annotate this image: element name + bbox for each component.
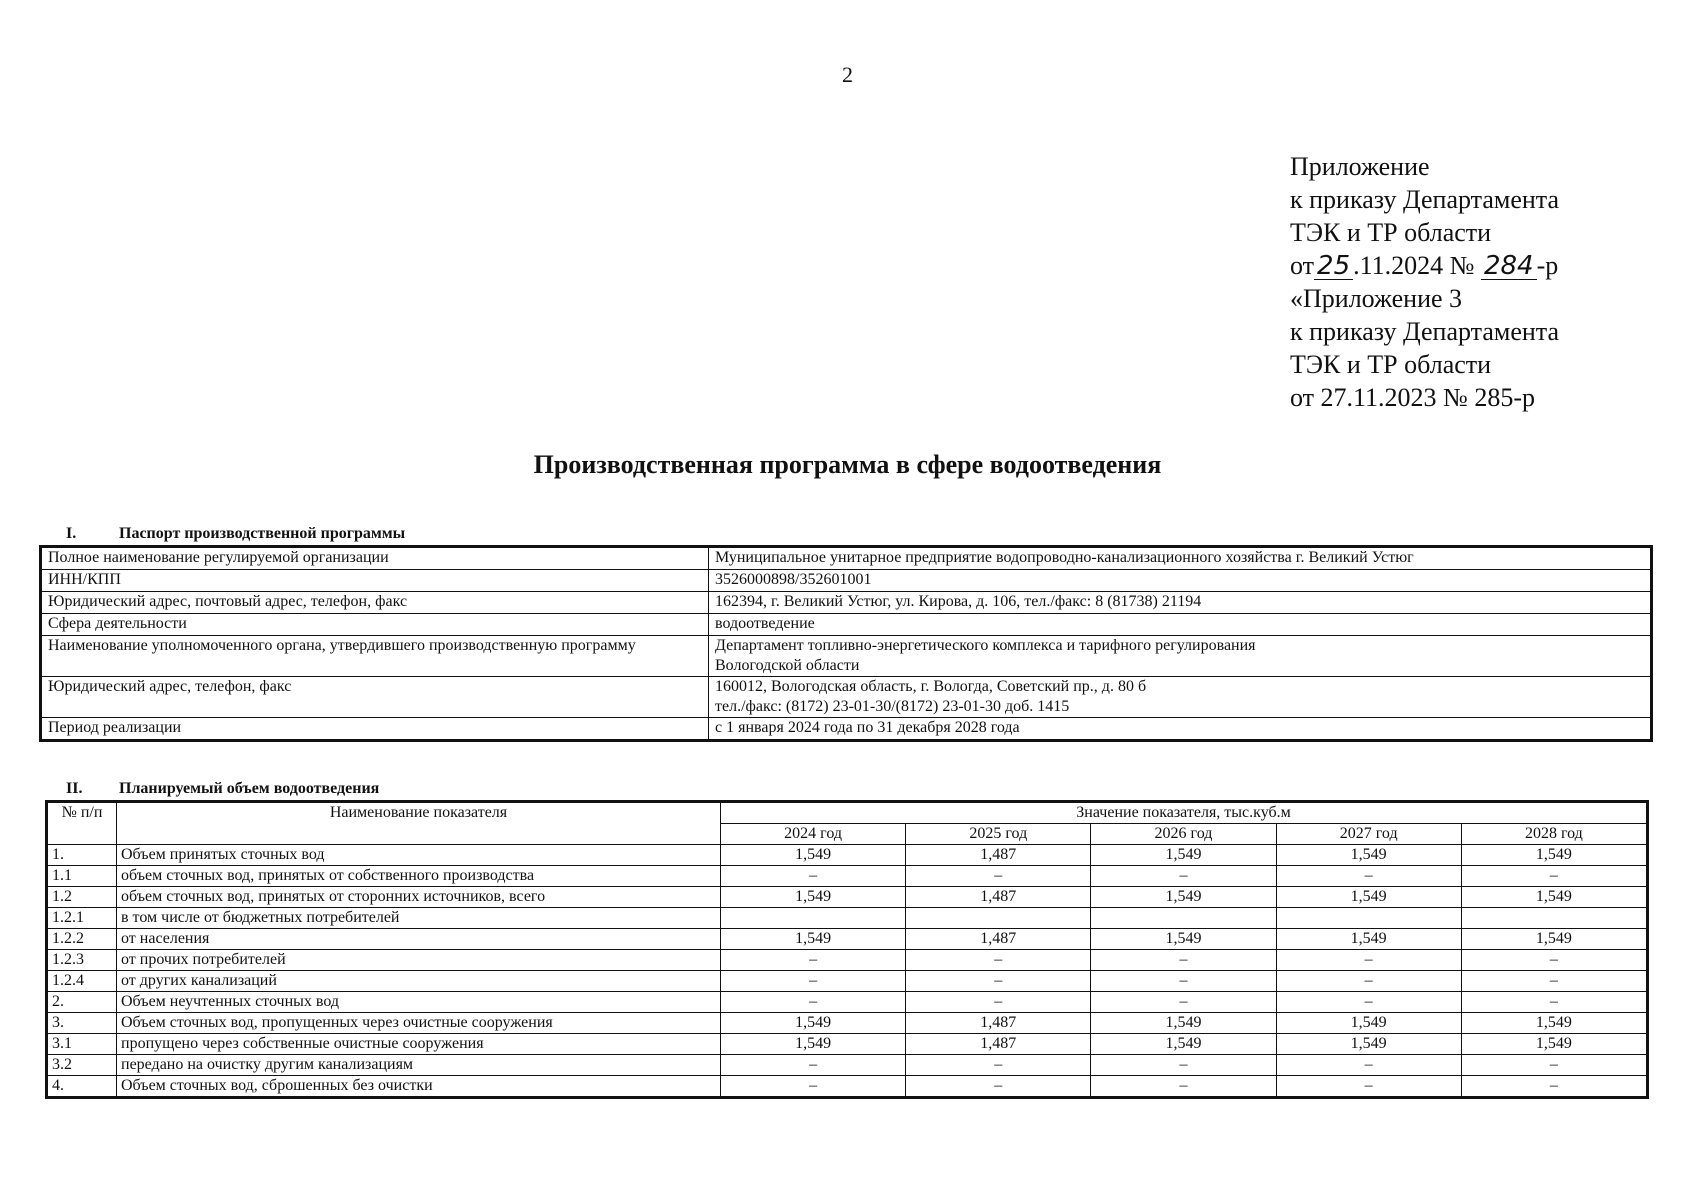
row-number: 3. (48, 1013, 117, 1034)
appendix-line: к приказу Департамента (1290, 317, 1560, 346)
row-value: – (906, 866, 1091, 887)
row-value: 1,549 (1091, 1034, 1276, 1055)
passport-table (41, 547, 1651, 740)
table-row (48, 929, 1647, 950)
passport-row (42, 548, 1651, 570)
row-value: 1,487 (906, 845, 1091, 866)
passport-value (709, 548, 1651, 570)
row-value: – (1091, 866, 1276, 887)
passport-value-line: водоотведение (715, 615, 815, 632)
row-value: – (1276, 866, 1461, 887)
appendix-line: к приказу Департамента (1290, 185, 1560, 214)
passport-key: ИНН/КПП (42, 570, 709, 592)
row-value: 1,549 (1461, 887, 1646, 908)
section-number: I. (66, 525, 77, 542)
row-value: – (721, 866, 906, 887)
row-value (906, 908, 1091, 929)
passport-key: Сфера деятельности (42, 614, 709, 636)
row-name: Объем принятых сточных вод (117, 845, 721, 866)
handwritten-number: 284 (1481, 253, 1537, 280)
row-value: 1,549 (721, 929, 906, 950)
row-value: 1,487 (906, 929, 1091, 950)
row-value: 1,549 (1091, 887, 1276, 908)
appendix-line: ТЭК и ТР области (1290, 350, 1492, 379)
passport-value-line: Муниципальное унитарное предприятие водопроводно-канализационного хозяйства г. Великий Устюг (715, 549, 1414, 566)
table-row (48, 950, 1647, 971)
row-value: 1,549 (1276, 1013, 1461, 1034)
row-value: 1,549 (1276, 887, 1461, 908)
table-row (48, 1055, 1647, 1076)
passport-value-line: Вологодской области (715, 657, 860, 674)
row-value: 1,487 (906, 1013, 1091, 1034)
row-value: – (721, 971, 906, 992)
row-name: объем сточных вод, принятых от собственного производства (117, 866, 721, 887)
order-prefix: от (1290, 251, 1315, 280)
row-value: – (906, 950, 1091, 971)
row-number: 1. (48, 845, 117, 866)
row-name: объем сточных вод, принятых от сторонних источников, всего (117, 887, 721, 908)
passport-row (42, 592, 1651, 614)
row-value: – (721, 1055, 906, 1076)
row-number: 1.2 (48, 887, 117, 908)
row-value: 1,549 (721, 1034, 906, 1055)
passport-key: Наименование уполномоченного органа, утвердившего производственную программу (42, 636, 709, 677)
row-value: – (1276, 1055, 1461, 1076)
row-value: – (1276, 1076, 1461, 1097)
row-value: – (1461, 1055, 1646, 1076)
row-name: пропущено через собственные очистные сооружения (117, 1034, 721, 1055)
table-row (48, 992, 1647, 1013)
table-row (48, 887, 1647, 908)
passport-row (42, 570, 1651, 592)
passport-row (42, 614, 1651, 636)
row-value: – (1276, 992, 1461, 1013)
row-value: – (1091, 992, 1276, 1013)
appendix-line: Приложение (1290, 152, 1430, 181)
volumes-table (47, 802, 1647, 1097)
row-value: 1,549 (1276, 1034, 1461, 1055)
section-title: Планируемый объем водоотведения (119, 780, 380, 797)
passport-key: Юридический адрес, телефон, факс (42, 677, 709, 718)
row-value: – (1091, 1076, 1276, 1097)
passport-value (709, 570, 1651, 592)
row-name: Объем неучтенных сточных вод (117, 992, 721, 1013)
year-header: 2024 год (721, 824, 906, 845)
table-row (48, 908, 1647, 929)
row-value: – (1461, 950, 1646, 971)
row-number: 3.1 (48, 1034, 117, 1055)
column-header-name: Наименование показателя (117, 803, 721, 845)
row-value: 1,549 (1091, 1013, 1276, 1034)
section-number: II. (66, 780, 83, 797)
row-value (721, 908, 906, 929)
passport-value-line: с 1 января 2024 года по 31 декабря 2028 года (715, 719, 1020, 736)
handwritten-day: 25 (1314, 253, 1353, 280)
row-number: 3.2 (48, 1055, 117, 1076)
appendix-line: «Приложение 3 (1290, 284, 1463, 313)
column-header-number: № п/п (48, 803, 117, 845)
row-value: – (1091, 971, 1276, 992)
passport-key: Полное наименование регулируемой организации (42, 548, 709, 570)
row-number: 2. (48, 992, 117, 1013)
row-value: – (1461, 1076, 1646, 1097)
row-value: – (721, 992, 906, 1013)
row-value: 1,549 (1091, 845, 1276, 866)
row-value: – (1461, 866, 1646, 887)
row-value: 1,549 (1276, 929, 1461, 950)
row-value: 1,549 (721, 887, 906, 908)
passport-row (42, 677, 1651, 718)
row-value (1091, 908, 1276, 929)
row-value: 1,549 (1461, 845, 1646, 866)
passport-value-line: 3526000898/352601001 (715, 571, 872, 588)
order-date: .11.2024 № (1353, 251, 1475, 280)
table-row (48, 866, 1647, 887)
section-title: Паспорт производственной программы (119, 525, 406, 542)
row-value: 1,487 (906, 887, 1091, 908)
row-value: 1,549 (1461, 1013, 1646, 1034)
passport-value (709, 677, 1651, 718)
page-number: 2 (842, 62, 853, 87)
row-value: – (906, 992, 1091, 1013)
row-value: – (1091, 950, 1276, 971)
row-value: – (1461, 992, 1646, 1013)
appendix-order-line (1290, 249, 1559, 282)
passport-value (709, 614, 1651, 636)
row-value: – (906, 1076, 1091, 1097)
year-header: 2026 год (1091, 824, 1276, 845)
row-name: Объем сточных вод, пропущенных через очистные сооружения (117, 1013, 721, 1034)
row-value: – (721, 950, 906, 971)
section-2-heading (66, 780, 379, 798)
row-value: 1,549 (1091, 929, 1276, 950)
row-value: – (906, 971, 1091, 992)
row-name: от прочих потребителей (117, 950, 721, 971)
row-value: – (1091, 1055, 1276, 1076)
passport-key: Период реализации (42, 718, 709, 740)
row-name: Объем сточных вод, сброшенных без очистки (117, 1076, 721, 1097)
row-value: – (1276, 971, 1461, 992)
row-value: 1,549 (721, 845, 906, 866)
document-title: Производственная программа в сфере водоотведения (533, 450, 1162, 479)
row-name: в том числе от бюджетных потребителей (117, 908, 721, 929)
table-row (48, 1034, 1647, 1055)
row-value: 1,549 (1276, 845, 1461, 866)
row-value: – (906, 1055, 1091, 1076)
row-value (1276, 908, 1461, 929)
passport-value (709, 718, 1651, 740)
row-name: от других канализаций (117, 971, 721, 992)
order-suffix: -р (1536, 251, 1559, 280)
row-name: от населения (117, 929, 721, 950)
year-header: 2028 год (1461, 824, 1646, 845)
table-row (48, 1076, 1647, 1097)
row-value: 1,549 (1461, 1034, 1646, 1055)
passport-value-line: 160012, Вологодская область, г. Вологда, Советский пр., д. 80 б (715, 678, 1147, 695)
row-number: 1.2.2 (48, 929, 117, 950)
column-header-values: Значение показателя, тыс.куб.м (721, 803, 1647, 824)
passport-value-line: Департамент топливно-энергетического комплекса и тарифного регулирования (715, 637, 1256, 654)
row-number: 1.1 (48, 866, 117, 887)
passport-value-line: тел./факс: (8172) 23-01-30/(8172) 23-01-30 доб. 1415 (715, 698, 1070, 715)
table-row (48, 845, 1647, 866)
row-value (1461, 908, 1646, 929)
passport-key: Юридический адрес, почтовый адрес, телефон, факс (42, 592, 709, 614)
table-row (48, 971, 1647, 992)
appendix-line: ТЭК и ТР области (1290, 218, 1492, 247)
year-header: 2027 год (1276, 824, 1461, 845)
passport-row (42, 636, 1651, 677)
appendix-block (1290, 150, 1559, 414)
row-value: – (1276, 950, 1461, 971)
row-number: 4. (48, 1076, 117, 1097)
passport-value-line: 162394, г. Великий Устюг, ул. Кирова, д. 106, тел./факс: 8 (81738) 21194 (715, 593, 1202, 610)
passport-value (709, 592, 1651, 614)
section-1-heading (66, 525, 405, 543)
row-value: – (1461, 971, 1646, 992)
passport-value (709, 636, 1651, 677)
row-value: – (721, 1076, 906, 1097)
row-value: 1,549 (721, 1013, 906, 1034)
row-number: 1.2.1 (48, 908, 117, 929)
row-number: 1.2.4 (48, 971, 117, 992)
table-row (48, 1013, 1647, 1034)
appendix-line: от 27.11.2023 № 285-р (1290, 383, 1536, 412)
row-value: 1,487 (906, 1034, 1091, 1055)
year-header: 2025 год (906, 824, 1091, 845)
passport-row (42, 718, 1651, 740)
row-name: передано на очистку другим канализациям (117, 1055, 721, 1076)
row-value: 1,549 (1461, 929, 1646, 950)
row-number: 1.2.3 (48, 950, 117, 971)
